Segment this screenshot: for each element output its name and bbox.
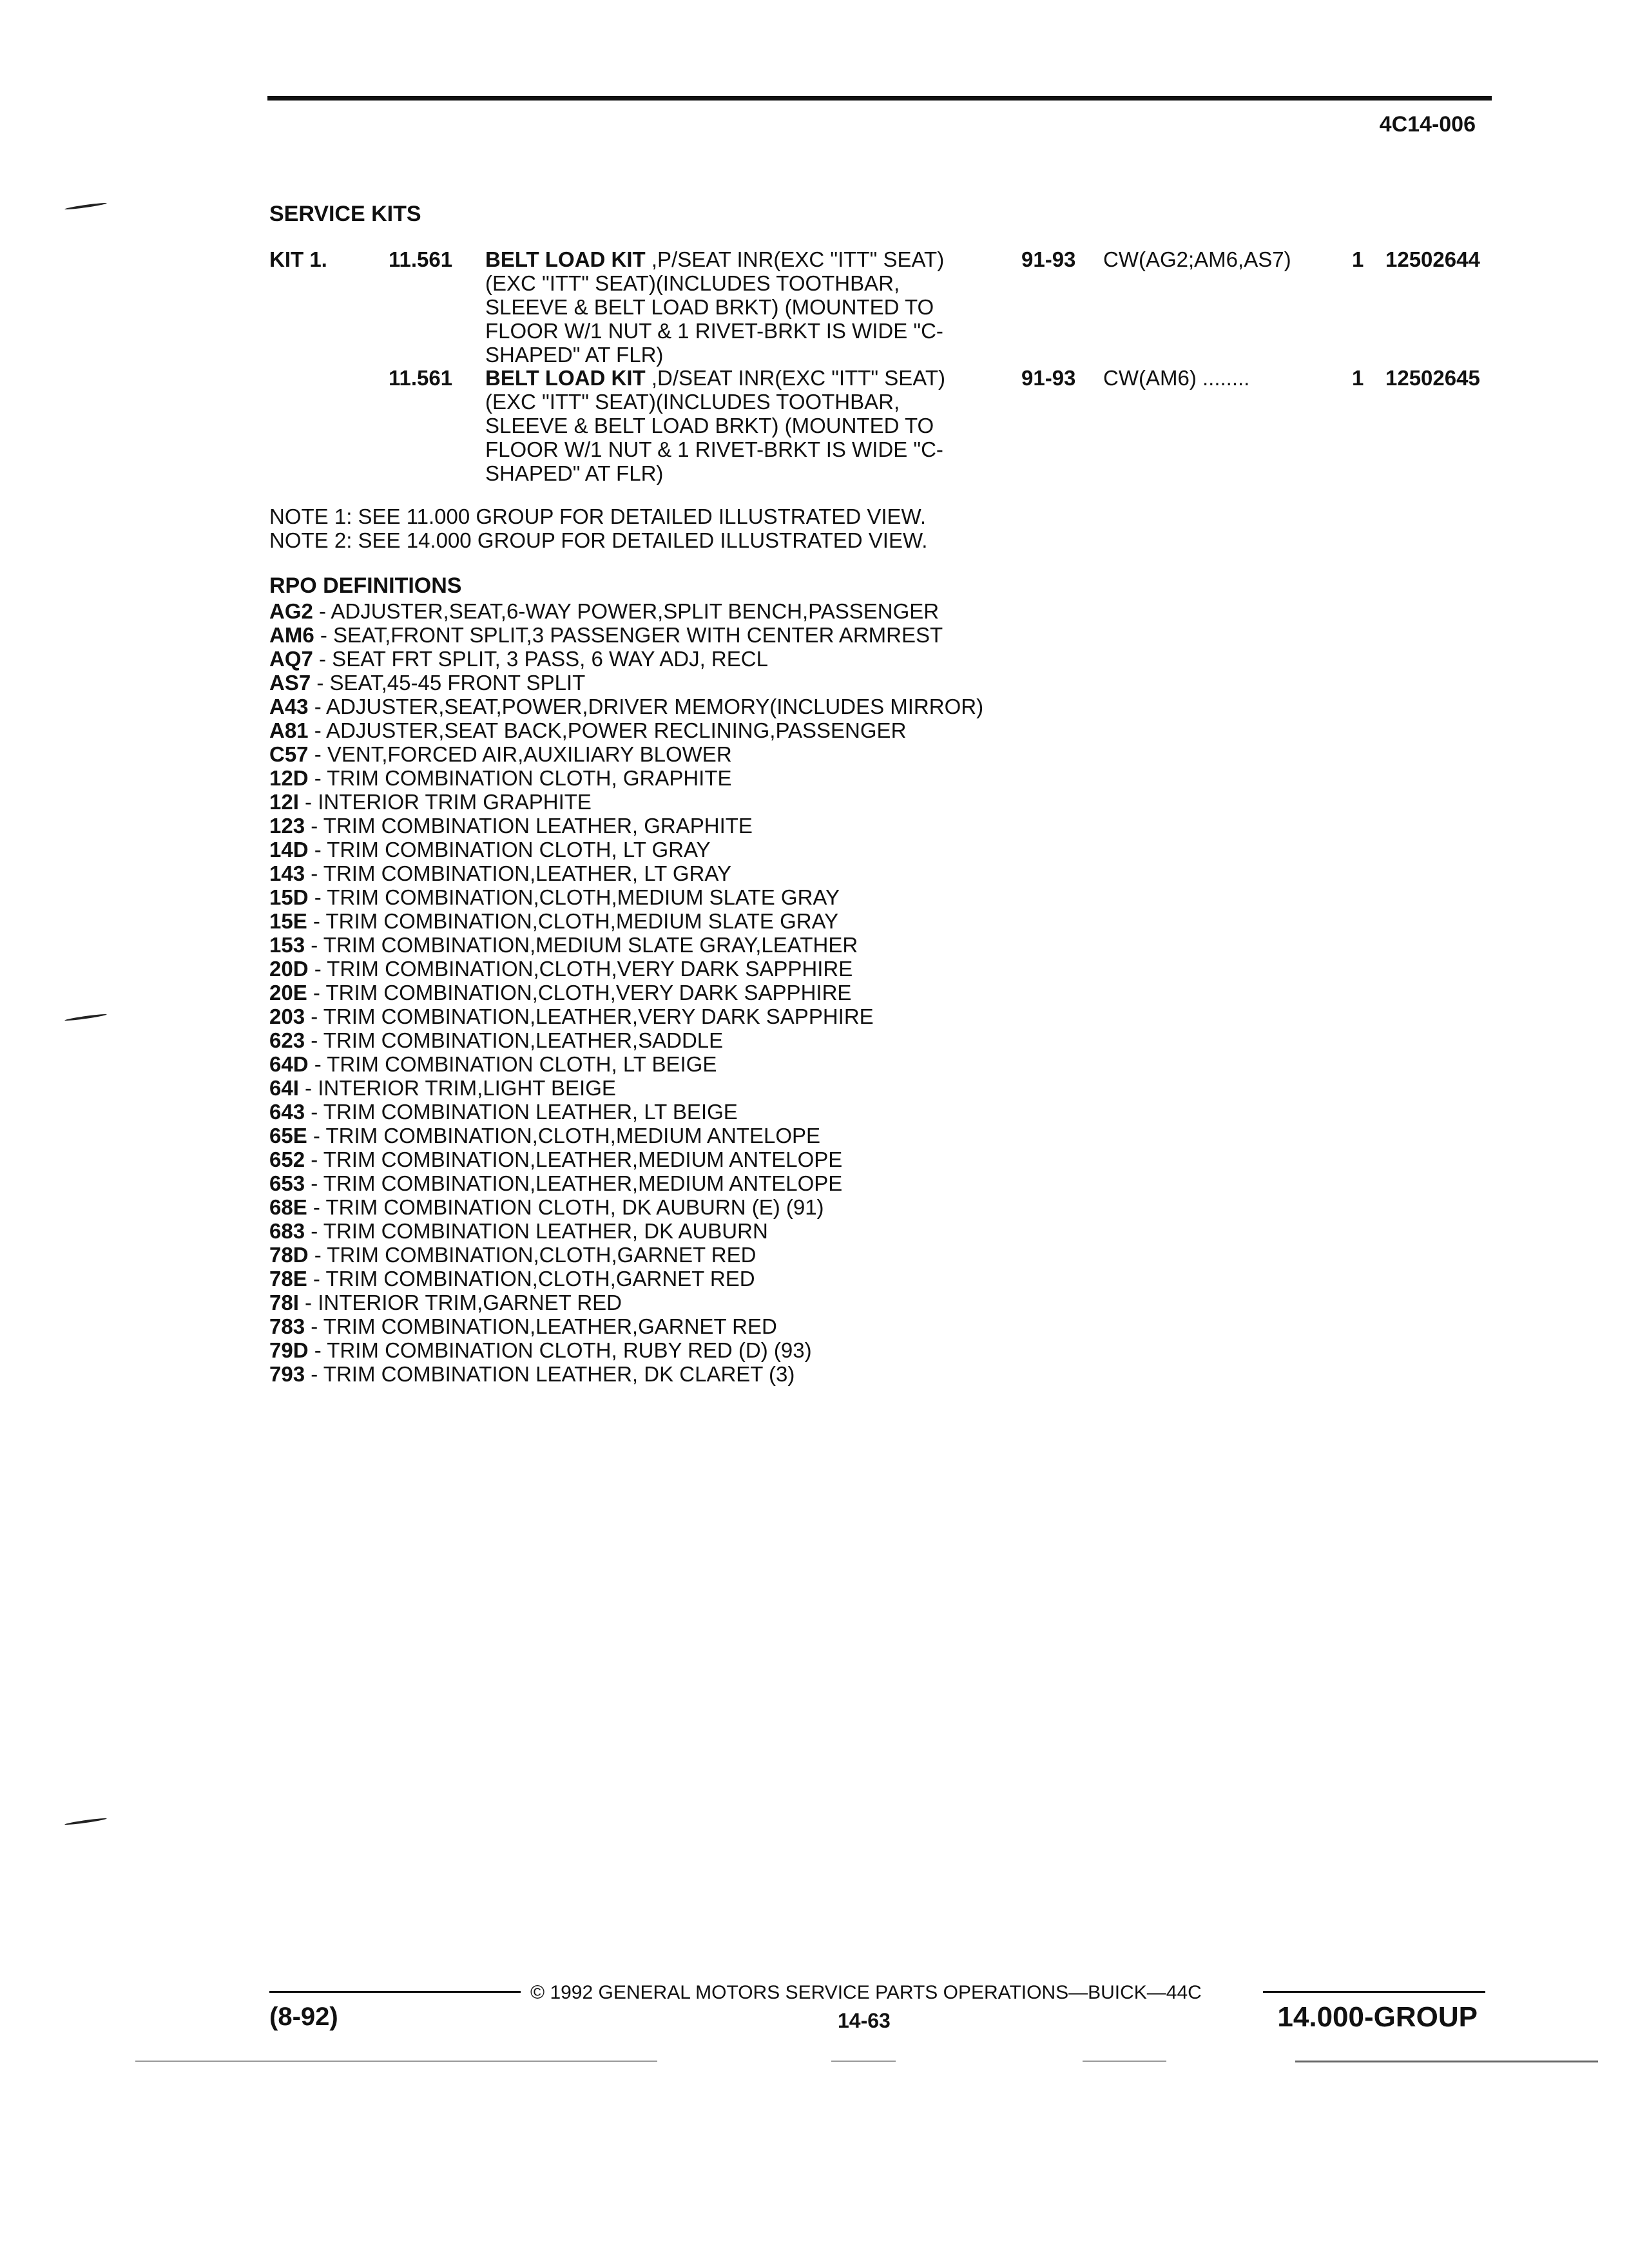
- kit-desc-line: SHAPED" AT FLR): [485, 461, 664, 485]
- rpo-item: [269, 1267, 983, 1291]
- rpo-code: AQ7: [269, 647, 313, 671]
- binder-mark: [64, 1013, 107, 1021]
- kit-years: 91-93: [1021, 366, 1076, 390]
- header-rule: [267, 96, 1492, 101]
- rpo-code: 153: [269, 933, 305, 957]
- rpo-item: [269, 1195, 983, 1219]
- rpo-code: 12D: [269, 766, 309, 790]
- rpo-text: - TRIM COMBINATION,CLOTH,MEDIUM SLATE GRAY: [307, 909, 839, 933]
- footer-rule: [1263, 1991, 1485, 1993]
- kit-application: CW(AG2;AM6,AS7): [1103, 247, 1291, 271]
- kit-ref-number: 11.561: [389, 247, 453, 271]
- rpo-text: - INTERIOR TRIM,GARNET RED: [298, 1291, 622, 1314]
- rpo-code: 15D: [269, 885, 309, 909]
- rpo-code: 65E: [269, 1124, 307, 1148]
- rpo-code: 78D: [269, 1243, 309, 1267]
- rpo-code: 652: [269, 1148, 305, 1171]
- kit-desc-line: (EXC "ITT" SEAT)(INCLUDES TOOTHBAR,: [485, 390, 900, 414]
- note: NOTE 1: SEE 11.000 GROUP FOR DETAILED ILLUSTRATED VIEW.: [269, 505, 927, 528]
- rpo-item: [269, 909, 983, 933]
- rpo-item: [269, 742, 983, 766]
- rpo-code: 64D: [269, 1052, 309, 1076]
- rpo-code: A43: [269, 695, 309, 718]
- kit-desc-line: SLEEVE & BELT LOAD BRKT) (MOUNTED TO: [485, 295, 934, 319]
- rpo-item: [269, 1052, 983, 1076]
- rpo-text: - TRIM COMBINATION CLOTH, DK AUBURN (E) (91): [307, 1195, 824, 1219]
- rpo-text: - TRIM COMBINATION,LEATHER, LT GRAY: [305, 861, 731, 885]
- page-number: 14-63: [838, 2009, 891, 2032]
- rpo-text: - SEAT,FRONT SPLIT,3 PASSENGER WITH CENTER ARMREST: [314, 623, 943, 647]
- kit-ref-number: 11.561: [389, 366, 453, 390]
- rpo-code: 203: [269, 1004, 305, 1028]
- kit-desc-line: FLOOR W/1 NUT & 1 RIVET-BRKT IS WIDE "C-: [485, 319, 943, 343]
- rpo-text: - TRIM COMBINATION,CLOTH,MEDIUM SLATE GRAY: [308, 885, 840, 909]
- rpo-text: - ADJUSTER,SEAT,6-WAY POWER,SPLIT BENCH,PASSENGER: [313, 599, 940, 623]
- rpo-text: - INTERIOR TRIM,LIGHT BEIGE: [298, 1076, 616, 1100]
- rpo-text: - TRIM COMBINATION,LEATHER,GARNET RED: [305, 1314, 777, 1338]
- rpo-text: - TRIM COMBINATION LEATHER, DK CLARET (3): [305, 1362, 795, 1386]
- binder-mark: [64, 202, 107, 210]
- group-label: 14.000-GROUP: [1277, 2001, 1478, 2033]
- footer-rule: [269, 1991, 521, 1993]
- rpo-code: 623: [269, 1028, 305, 1052]
- rpo-text: - VENT,FORCED AIR,AUXILIARY BLOWER: [308, 742, 732, 766]
- rpo-text: - TRIM COMBINATION,LEATHER,MEDIUM ANTELOPE: [305, 1171, 843, 1195]
- rpo-text: - TRIM COMBINATION CLOTH, GRAPHITE: [308, 766, 732, 790]
- rpo-item: [269, 1291, 983, 1314]
- rpo-item: [269, 1362, 983, 1386]
- rpo-code: C57: [269, 742, 309, 766]
- scan-line: [831, 2061, 896, 2062]
- rpo-item: [269, 766, 983, 790]
- binder-mark: [64, 1817, 107, 1825]
- rpo-text: - TRIM COMBINATION LEATHER, GRAPHITE: [305, 814, 753, 838]
- rpo-item: [269, 695, 983, 718]
- rpo-code: 783: [269, 1314, 305, 1338]
- rpo-text: - TRIM COMBINATION,CLOTH,VERY DARK SAPPHIRE: [307, 981, 852, 1004]
- kit-description: [485, 366, 1014, 485]
- kit-title: BELT LOAD KIT: [485, 366, 646, 390]
- rpo-code: 123: [269, 814, 305, 838]
- rpo-code: 15E: [269, 909, 307, 933]
- rpo-item: [269, 599, 983, 623]
- rpo-code: 68E: [269, 1195, 307, 1219]
- kit-part-number: 12502645: [1385, 366, 1480, 390]
- rpo-item: [269, 718, 983, 742]
- rpo-text: - TRIM COMBINATION CLOTH, RUBY RED (D) (93): [308, 1338, 812, 1362]
- kit-label: KIT 1.: [269, 247, 327, 271]
- rpo-text: - TRIM COMBINATION,MEDIUM SLATE GRAY,LEATHER: [305, 933, 858, 957]
- rpo-code: 79D: [269, 1338, 309, 1362]
- kit-desc-line: FLOOR W/1 NUT & 1 RIVET-BRKT IS WIDE "C-: [485, 437, 943, 461]
- revision-date: (8-92): [269, 2003, 338, 2031]
- kit-description: [485, 247, 1014, 367]
- rpo-text: - INTERIOR TRIM GRAPHITE: [298, 790, 592, 814]
- rpo-item: [269, 1243, 983, 1267]
- rpo-text: - TRIM COMBINATION,CLOTH,GARNET RED: [307, 1267, 755, 1291]
- rpo-item: [269, 1076, 983, 1100]
- kit-qty: 1: [1352, 366, 1364, 390]
- rpo-text: - TRIM COMBINATION,LEATHER,VERY DARK SAPPHIRE: [305, 1004, 874, 1028]
- rpo-code: 20E: [269, 981, 307, 1004]
- scan-line: [1295, 2061, 1598, 2062]
- rpo-text: - TRIM COMBINATION,CLOTH,VERY DARK SAPPHIRE: [308, 957, 853, 981]
- rpo-code: 793: [269, 1362, 305, 1386]
- rpo-item: [269, 623, 983, 647]
- rpo-text: - TRIM COMBINATION,CLOTH,MEDIUM ANTELOPE: [307, 1124, 821, 1148]
- rpo-item: [269, 671, 983, 695]
- rpo-code: 683: [269, 1219, 305, 1243]
- rpo-text: - TRIM COMBINATION LEATHER, DK AUBURN: [305, 1219, 768, 1243]
- rpo-item: [269, 838, 983, 861]
- copyright: © 1992 GENERAL MOTORS SERVICE PARTS OPERATIONS—BUICK—44C: [530, 1982, 1202, 2003]
- rpo-code: 643: [269, 1100, 305, 1124]
- rpo-item: [269, 790, 983, 814]
- rpo-text: - TRIM COMBINATION,LEATHER,MEDIUM ANTELOPE: [305, 1148, 843, 1171]
- rpo-code: 64I: [269, 1076, 299, 1100]
- rpo-item: [269, 647, 983, 671]
- kit-desc-line: (EXC "ITT" SEAT)(INCLUDES TOOTHBAR,: [485, 271, 900, 295]
- rpo-item: [269, 957, 983, 981]
- rpo-code: 20D: [269, 957, 309, 981]
- kit-desc-line: ,D/SEAT INR(EXC "ITT" SEAT): [651, 366, 946, 390]
- kit-desc-line: SHAPED" AT FLR): [485, 343, 664, 367]
- rpo-text: - TRIM COMBINATION CLOTH, LT BEIGE: [308, 1052, 717, 1076]
- kit-part-number: 12502644: [1385, 247, 1480, 271]
- kit-qty: 1: [1352, 247, 1364, 271]
- rpo-text: - ADJUSTER,SEAT BACK,POWER RECLINING,PASSENGER: [308, 718, 907, 742]
- rpo-item: [269, 933, 983, 957]
- rpo-text: - TRIM COMBINATION LEATHER, LT BEIGE: [305, 1100, 738, 1124]
- scan-line: [135, 2061, 657, 2062]
- rpo-item: [269, 885, 983, 909]
- rpo-item: [269, 1124, 983, 1148]
- rpo-item: [269, 1004, 983, 1028]
- rpo-item: [269, 1219, 983, 1243]
- rpo-item: [269, 814, 983, 838]
- rpo-code: A81: [269, 718, 309, 742]
- notes: [269, 505, 927, 552]
- rpo-text: - TRIM COMBINATION,LEATHER,SADDLE: [305, 1028, 724, 1052]
- rpo-code: AG2: [269, 599, 313, 623]
- rpo-item: [269, 1148, 983, 1171]
- note: NOTE 2: SEE 14.000 GROUP FOR DETAILED ILLUSTRATED VIEW.: [269, 528, 928, 552]
- rpo-item: [269, 1338, 983, 1362]
- rpo-code: 78I: [269, 1291, 299, 1314]
- rpo-text: - SEAT,45-45 FRONT SPLIT: [311, 671, 586, 695]
- rpo-code: 653: [269, 1171, 305, 1195]
- kit-desc-line: SLEEVE & BELT LOAD BRKT) (MOUNTED TO: [485, 414, 934, 437]
- rpo-text: - ADJUSTER,SEAT,POWER,DRIVER MEMORY(INCLUDES MIRROR): [308, 695, 984, 718]
- rpo-code: 78E: [269, 1267, 307, 1291]
- rpo-code: 143: [269, 861, 305, 885]
- kit-desc-line: ,P/SEAT INR(EXC "ITT" SEAT): [651, 247, 945, 271]
- rpo-code: 14D: [269, 838, 309, 861]
- section-title: SERVICE KITS: [269, 202, 421, 226]
- scan-line: [1083, 2061, 1166, 2062]
- rpo-code: 12I: [269, 790, 299, 814]
- rpo-item: [269, 861, 983, 885]
- rpo-item: [269, 981, 983, 1004]
- rpo-text: - SEAT FRT SPLIT, 3 PASS, 6 WAY ADJ, RECL: [313, 647, 768, 671]
- rpo-item: [269, 1171, 983, 1195]
- rpo-code: AS7: [269, 671, 311, 695]
- rpo-text: - TRIM COMBINATION CLOTH, LT GRAY: [308, 838, 711, 861]
- kit-application: CW(AM6) ........: [1103, 366, 1250, 390]
- kit-years: 91-93: [1021, 247, 1076, 271]
- rpo-text: - TRIM COMBINATION,CLOTH,GARNET RED: [308, 1243, 757, 1267]
- rpo-item: [269, 1314, 983, 1338]
- document-code: 4C14-006: [1379, 112, 1476, 137]
- rpo-item: [269, 1028, 983, 1052]
- rpo-code: AM6: [269, 623, 314, 647]
- kit-title: BELT LOAD KIT: [485, 247, 646, 271]
- rpo-list: [269, 599, 983, 1386]
- rpo-title: RPO DEFINITIONS: [269, 573, 462, 598]
- rpo-item: [269, 1100, 983, 1124]
